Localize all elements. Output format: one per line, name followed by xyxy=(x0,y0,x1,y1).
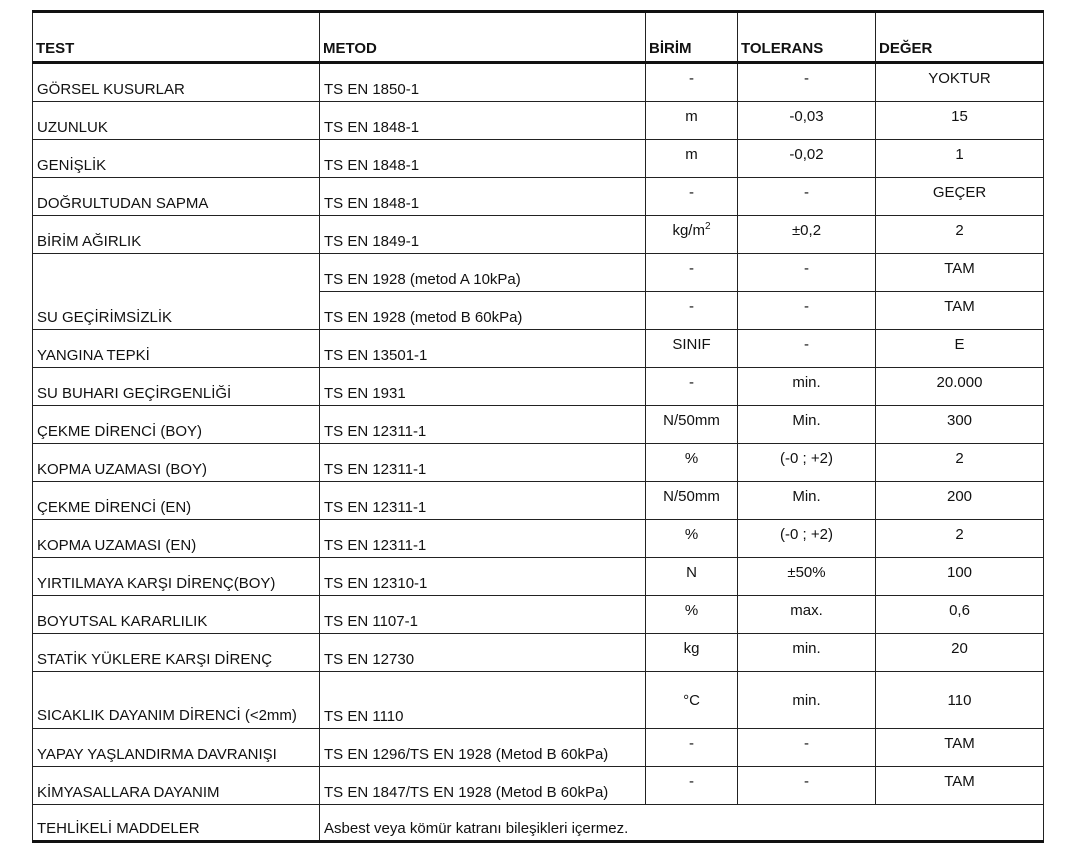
cell-value: GEÇER xyxy=(876,178,1044,216)
table-header-row xyxy=(33,12,1044,63)
cell-value: 0,6 xyxy=(876,596,1044,634)
cell-method: TS EN 1928 (metod A 10kPa) xyxy=(320,254,646,292)
cell-test: YANGINA TEPKİ xyxy=(33,330,320,368)
cell-tolerance: -0,02 xyxy=(738,140,876,178)
spec-sheet xyxy=(32,10,1044,843)
cell-method: TS EN 12730 xyxy=(320,634,646,672)
table-row xyxy=(33,558,1044,596)
cell-method: TS EN 12311-1 xyxy=(320,444,646,482)
cell-value: 20.000 xyxy=(876,368,1044,406)
cell-test: BİRİM AĞIRLIK xyxy=(33,216,320,254)
cell-method: TS EN 1296/TS EN 1928 (Metod B 60kPa) xyxy=(320,729,646,767)
cell-method: TS EN 1848-1 xyxy=(320,102,646,140)
cell-test: ÇEKME DİRENCİ (BOY) xyxy=(33,406,320,444)
cell-test: KOPMA UZAMASI (EN) xyxy=(33,520,320,558)
cell-tolerance: min. xyxy=(738,672,876,729)
cell-test: STATİK YÜKLERE KARŞI DİRENÇ xyxy=(33,634,320,672)
table-row xyxy=(33,140,1044,178)
cell-tolerance: Min. xyxy=(738,406,876,444)
cell-value: TAM xyxy=(876,767,1044,805)
cell-unit: - xyxy=(646,767,738,805)
table-row xyxy=(33,634,1044,672)
cell-test: KOPMA UZAMASI (BOY) xyxy=(33,444,320,482)
cell-value: 1 xyxy=(876,140,1044,178)
table-row xyxy=(33,805,1044,842)
cell-test: DOĞRULTUDAN SAPMA xyxy=(33,178,320,216)
cell-test: YAPAY YAŞLANDIRMA DAVRANIŞI xyxy=(33,729,320,767)
cell-value: 2 xyxy=(876,216,1044,254)
cell-value: 300 xyxy=(876,406,1044,444)
table-row xyxy=(33,406,1044,444)
table-row xyxy=(33,767,1044,805)
cell-unit: N/50mm xyxy=(646,406,738,444)
cell-tolerance: min. xyxy=(738,634,876,672)
cell-test: GENİŞLİK xyxy=(33,140,320,178)
cell-method: TS EN 1847/TS EN 1928 (Metod B 60kPa) xyxy=(320,767,646,805)
cell-tolerance: - xyxy=(738,330,876,368)
cell-tolerance: -0,03 xyxy=(738,102,876,140)
cell-method: TS EN 1848-1 xyxy=(320,178,646,216)
cell-value: 2 xyxy=(876,520,1044,558)
cell-tolerance: - xyxy=(738,254,876,292)
cell-tolerance: max. xyxy=(738,596,876,634)
cell-note: Asbest veya kömür katranı bileşikleri içermez. xyxy=(320,805,1044,842)
cell-tolerance: ±0,2 xyxy=(738,216,876,254)
cell-method: TS EN 1928 (metod B 60kPa) xyxy=(320,292,646,330)
cell-value: 2 xyxy=(876,444,1044,482)
cell-unit: - xyxy=(646,63,738,102)
header-unit: BİRİM xyxy=(646,12,738,63)
cell-tolerance: min. xyxy=(738,368,876,406)
table-row xyxy=(33,672,1044,729)
header-method: METOD xyxy=(320,12,646,63)
cell-method: TS EN 1110 xyxy=(320,672,646,729)
cell-test: SICAKLIK DAYANIM DİRENCİ (<2mm) xyxy=(33,672,320,729)
specification-table xyxy=(32,10,1044,843)
table-row xyxy=(33,520,1044,558)
cell-test: UZUNLUK xyxy=(33,102,320,140)
cell-value: TAM xyxy=(876,729,1044,767)
cell-test: ÇEKME DİRENCİ (EN) xyxy=(33,482,320,520)
header-value: DEĞER xyxy=(876,12,1044,63)
cell-tolerance: - xyxy=(738,729,876,767)
cell-unit: - xyxy=(646,254,738,292)
cell-test: BOYUTSAL KARARLILIK xyxy=(33,596,320,634)
cell-unit: kg xyxy=(646,634,738,672)
cell-unit: - xyxy=(646,729,738,767)
table-row xyxy=(33,178,1044,216)
cell-value: TAM xyxy=(876,292,1044,330)
table-row xyxy=(33,444,1044,482)
cell-method: TS EN 1850-1 xyxy=(320,63,646,102)
cell-tolerance: Min. xyxy=(738,482,876,520)
cell-test: YIRTILMAYA KARŞI DİRENÇ(BOY) xyxy=(33,558,320,596)
cell-unit: - xyxy=(646,292,738,330)
cell-unit: m xyxy=(646,102,738,140)
header-test: TEST xyxy=(33,12,320,63)
cell-tolerance: - xyxy=(738,178,876,216)
table-row xyxy=(33,102,1044,140)
cell-value: 200 xyxy=(876,482,1044,520)
cell-tolerance: ±50% xyxy=(738,558,876,596)
cell-method: TS EN 12311-1 xyxy=(320,406,646,444)
cell-method: TS EN 1107-1 xyxy=(320,596,646,634)
table-row xyxy=(33,63,1044,102)
table-row xyxy=(33,729,1044,767)
cell-test: SU GEÇİRİMSİZLİK xyxy=(33,254,320,330)
cell-test: SU BUHARI GEÇİRGENLİĞİ xyxy=(33,368,320,406)
table-row xyxy=(33,482,1044,520)
cell-value: TAM xyxy=(876,254,1044,292)
cell-unit: N xyxy=(646,558,738,596)
cell-method: TS EN 12311-1 xyxy=(320,482,646,520)
cell-value: 20 xyxy=(876,634,1044,672)
cell-tolerance: - xyxy=(738,767,876,805)
cell-method: TS EN 12310-1 xyxy=(320,558,646,596)
table-row xyxy=(33,216,1044,254)
cell-test: TEHLİKELİ MADDELER xyxy=(33,805,320,842)
cell-value: YOKTUR xyxy=(876,63,1044,102)
cell-unit: N/50mm xyxy=(646,482,738,520)
header-tolerance: TOLERANS xyxy=(738,12,876,63)
cell-tolerance: (-0 ; +2) xyxy=(738,520,876,558)
cell-method: TS EN 13501-1 xyxy=(320,330,646,368)
cell-value: 100 xyxy=(876,558,1044,596)
cell-unit: % xyxy=(646,444,738,482)
cell-unit: % xyxy=(646,596,738,634)
table-row xyxy=(33,254,1044,292)
cell-value: 110 xyxy=(876,672,1044,729)
cell-value: 15 xyxy=(876,102,1044,140)
cell-method: TS EN 1848-1 xyxy=(320,140,646,178)
cell-unit: - xyxy=(646,368,738,406)
cell-tolerance: (-0 ; +2) xyxy=(738,444,876,482)
cell-method: TS EN 1849-1 xyxy=(320,216,646,254)
cell-unit: - xyxy=(646,178,738,216)
cell-unit xyxy=(646,216,738,254)
cell-test: KİMYASALLARA DAYANIM xyxy=(33,767,320,805)
unit-text: kg/m xyxy=(672,222,705,239)
cell-value: E xyxy=(876,330,1044,368)
cell-tolerance: - xyxy=(738,63,876,102)
table-row xyxy=(33,368,1044,406)
table-row xyxy=(33,596,1044,634)
cell-unit: °C xyxy=(646,672,738,729)
cell-unit: % xyxy=(646,520,738,558)
cell-test: GÖRSEL KUSURLAR xyxy=(33,63,320,102)
table-row xyxy=(33,330,1044,368)
cell-method: TS EN 12311-1 xyxy=(320,520,646,558)
cell-tolerance: - xyxy=(738,292,876,330)
cell-method: TS EN 1931 xyxy=(320,368,646,406)
cell-unit: m xyxy=(646,140,738,178)
unit-superscript: 2 xyxy=(704,221,711,232)
cell-unit: SINIF xyxy=(646,330,738,368)
